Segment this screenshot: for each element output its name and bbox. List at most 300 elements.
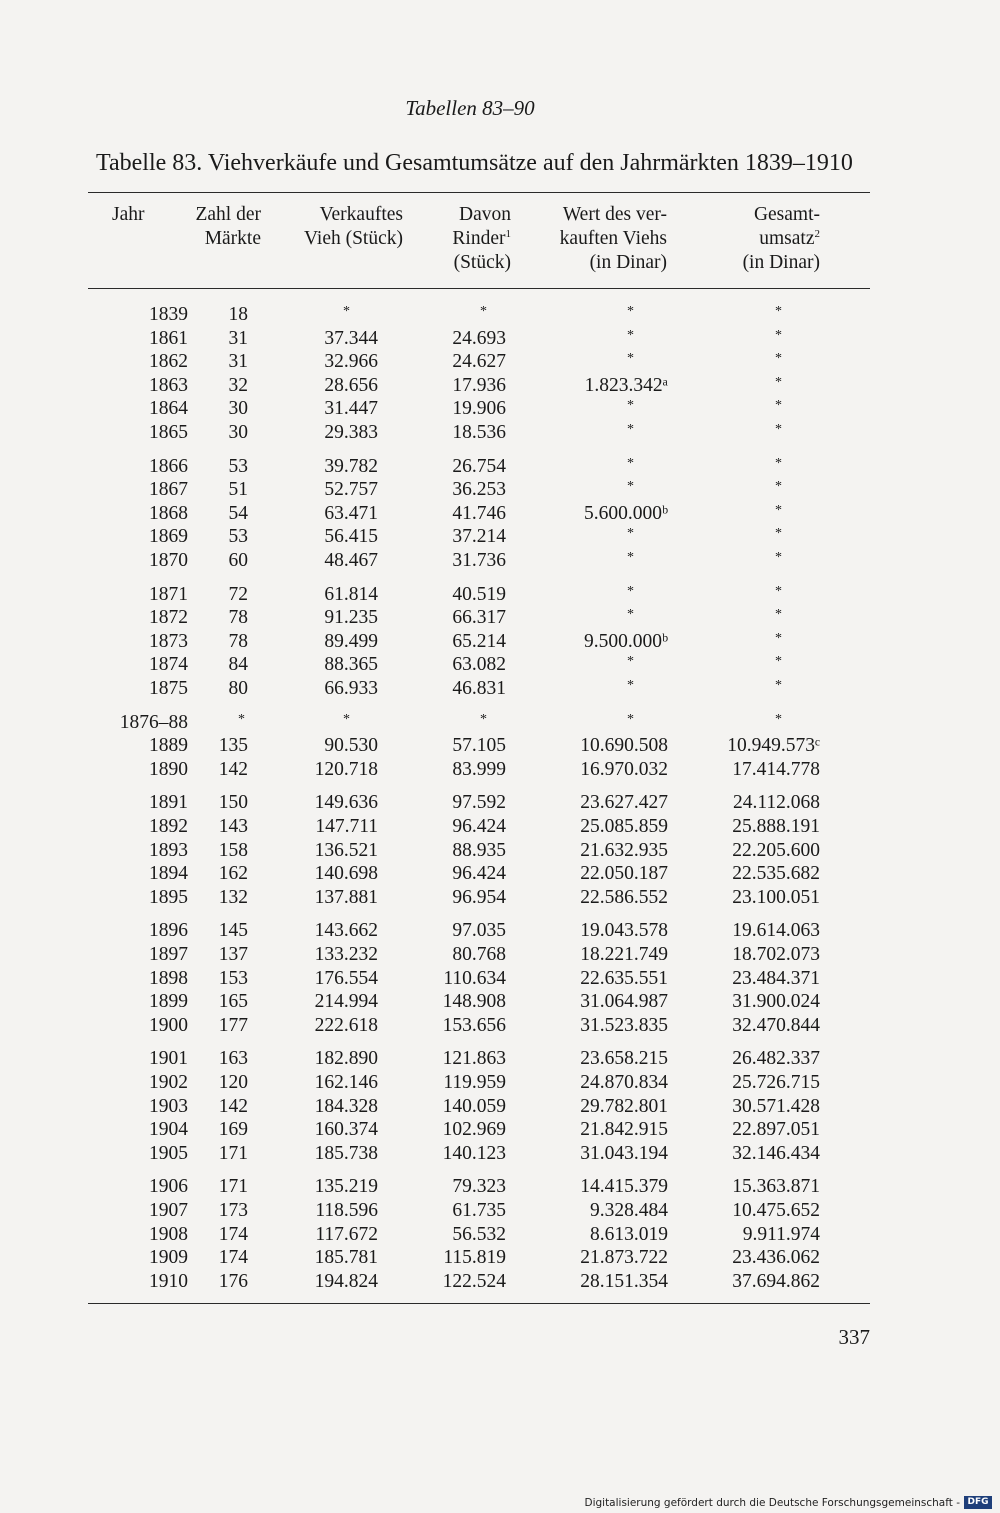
- cell-rinder: 119.959: [443, 1072, 506, 1093]
- cell-wert: 22.635.551: [580, 968, 668, 989]
- table-row: [0, 398, 1000, 422]
- cell-vieh: 56.415: [324, 526, 378, 547]
- table-row: [0, 1096, 1000, 1120]
- cell-jahr: 1870: [149, 550, 188, 571]
- cell-jahr: 1904: [149, 1119, 188, 1140]
- cell-rinder: 26.754: [452, 456, 506, 477]
- cell-gesamt: 23.484.371: [732, 968, 820, 989]
- cell-jahr: 1875: [149, 678, 188, 699]
- cell-vieh: 133.232: [314, 944, 378, 965]
- table-row: [0, 375, 1000, 399]
- table-row: [0, 712, 1000, 736]
- cell-vieh: 32.966: [324, 351, 378, 372]
- cell-zahl: 171: [218, 1176, 248, 1197]
- cell-zahl: 135: [218, 735, 248, 756]
- cell-rinder: 65.214: [452, 631, 506, 652]
- table-row: [0, 863, 1000, 887]
- cell-wert: *: [627, 550, 634, 565]
- table-row: [0, 735, 1000, 759]
- cell-wert: 10.690.508: [580, 735, 668, 756]
- header-line: Märkte: [204, 228, 261, 249]
- cell-gesamt: 32.146.434: [732, 1143, 820, 1164]
- cell-gesamt: *: [775, 678, 782, 693]
- cell-wert: 23.658.215: [580, 1048, 668, 1069]
- table-row: [0, 920, 1000, 944]
- cell-wert: 25.085.859: [580, 816, 668, 837]
- table-row: [0, 840, 1000, 864]
- cell-wert: *: [627, 398, 634, 413]
- cell-gesamt: *: [775, 526, 782, 541]
- cell-vieh: 88.365: [324, 654, 378, 675]
- cell-vieh: 182.890: [314, 1048, 378, 1069]
- cell-wert: 31.523.835: [580, 1015, 668, 1036]
- table-row: [0, 526, 1000, 550]
- cell-vieh: 61.814: [324, 584, 378, 605]
- table-row: [0, 351, 1000, 375]
- table-row: [0, 304, 1000, 328]
- table-row: [0, 792, 1000, 816]
- cell-zahl: 78: [228, 631, 248, 652]
- cell-jahr: 1871: [149, 584, 188, 605]
- cell-wert: 22.050.187: [580, 863, 668, 884]
- cell-rinder: 19.906: [452, 398, 506, 419]
- cell-wert: 18.221.749: [580, 944, 668, 965]
- cell-gesamt: 25.726.715: [732, 1072, 820, 1093]
- cell-rinder: 122.524: [442, 1271, 506, 1292]
- header-line: Zahl der: [195, 204, 261, 225]
- cell-wert: *: [627, 479, 634, 494]
- cell-jahr: 1862: [149, 351, 188, 372]
- cell-rinder: 121.863: [442, 1048, 506, 1069]
- header-text: umsatz: [759, 228, 815, 249]
- cell-vieh: 90.530: [324, 735, 378, 756]
- cell-rinder: *: [480, 712, 487, 727]
- cell-jahr: 1902: [149, 1072, 188, 1093]
- cell-vieh: 222.618: [314, 1015, 378, 1036]
- cell-vieh: 31.447: [324, 398, 378, 419]
- cell-wert: *: [627, 422, 634, 437]
- header-line: [452, 227, 511, 251]
- cell-jahr: 1865: [149, 422, 188, 443]
- cell-jahr: 1899: [149, 991, 188, 1012]
- header-zahl-der-maerkte: [195, 203, 261, 251]
- header-line: [743, 227, 820, 251]
- header-line: Gesamt-: [753, 204, 820, 225]
- cell-rinder: 148.908: [442, 991, 506, 1012]
- cell-jahr: 1909: [149, 1247, 188, 1268]
- page-number: 337: [838, 1325, 870, 1349]
- cell-vieh: 185.781: [314, 1247, 378, 1268]
- cell-vieh: 89.499: [324, 631, 378, 652]
- table-row: [0, 887, 1000, 911]
- table-row: [0, 1015, 1000, 1039]
- cell-vieh: 63.471: [324, 503, 378, 524]
- header-rule: [88, 288, 870, 289]
- cell-wert: 5.600.000ᵇ: [583, 503, 668, 524]
- cell-rinder: 66.317: [452, 607, 506, 628]
- cell-jahr: 1906: [149, 1176, 188, 1197]
- table-row: [0, 944, 1000, 968]
- cell-vieh: 214.994: [314, 991, 378, 1012]
- cell-gesamt: *: [775, 712, 782, 727]
- table-title: Tabelle 83. Viehverkäufe und Gesamtumsätze auf den Jahrmärkten 1839–1910: [96, 150, 853, 176]
- cell-rinder: 37.214: [452, 526, 506, 547]
- header-verkauftes-vieh: [304, 203, 403, 251]
- cell-jahr: 1903: [149, 1096, 188, 1117]
- header-line: Jahr: [112, 204, 145, 225]
- cell-zahl: 84: [228, 654, 248, 675]
- cell-gesamt: 22.535.682: [732, 863, 820, 884]
- header-line: (in Dinar): [742, 252, 820, 273]
- cell-rinder: 88.935: [452, 840, 506, 861]
- cell-jahr: 1863: [149, 375, 188, 396]
- cell-jahr: 1891: [149, 792, 188, 813]
- cell-wert: 21.632.935: [580, 840, 668, 861]
- cell-zahl: 158: [218, 840, 248, 861]
- cell-jahr: 1893: [149, 840, 188, 861]
- running-head: Tabellen 83–90: [405, 96, 535, 120]
- cell-zahl: 54: [228, 503, 248, 524]
- cell-zahl: *: [238, 712, 245, 727]
- cell-vieh: 120.718: [314, 759, 378, 780]
- cell-gesamt: *: [775, 654, 782, 669]
- table-row: [0, 654, 1000, 678]
- table-row: [0, 1072, 1000, 1096]
- cell-jahr: 1889: [149, 735, 188, 756]
- cell-vieh: 176.554: [314, 968, 378, 989]
- cell-gesamt: 17.414.778: [732, 759, 820, 780]
- cell-zahl: 143: [218, 816, 248, 837]
- cell-zahl: 174: [218, 1224, 248, 1245]
- cell-wert: *: [627, 304, 634, 319]
- cell-wert: 21.873.722: [580, 1247, 668, 1268]
- cell-jahr: 1890: [149, 759, 188, 780]
- cell-zahl: 163: [218, 1048, 248, 1069]
- cell-gesamt: *: [775, 503, 782, 518]
- cell-jahr: 1839: [149, 304, 188, 325]
- cell-gesamt: 37.694.862: [732, 1271, 820, 1292]
- table-row: [0, 422, 1000, 446]
- cell-gesamt: 30.571.428: [732, 1096, 820, 1117]
- cell-zahl: 137: [218, 944, 248, 965]
- cell-vieh: 149.636: [314, 792, 378, 813]
- table-row: [0, 1224, 1000, 1248]
- cell-gesamt: *: [775, 398, 782, 413]
- cell-gesamt: 25.888.191: [732, 816, 820, 837]
- cell-wert: 8.613.019: [590, 1224, 668, 1245]
- cell-gesamt: *: [775, 328, 782, 343]
- cell-zahl: 174: [218, 1247, 248, 1268]
- cell-wert: 9.328.484: [590, 1200, 668, 1221]
- cell-zahl: 177: [218, 1015, 248, 1036]
- cell-wert: 29.782.801: [580, 1096, 668, 1117]
- cell-gesamt: *: [775, 479, 782, 494]
- cell-wert: 16.970.032: [580, 759, 668, 780]
- footnote-marker: 2: [814, 228, 820, 240]
- cell-gesamt: 19.614.063: [732, 920, 820, 941]
- cell-zahl: 153: [218, 968, 248, 989]
- cell-rinder: 115.819: [443, 1247, 506, 1268]
- cell-rinder: 41.746: [452, 503, 506, 524]
- cell-vieh: *: [343, 304, 350, 319]
- table-row: [0, 328, 1000, 352]
- header-line: (Stück): [453, 252, 511, 273]
- cell-rinder: *: [480, 304, 487, 319]
- cell-zahl: 51: [228, 479, 248, 500]
- cell-gesamt: 31.900.024: [732, 991, 820, 1012]
- cell-vieh: 136.521: [314, 840, 378, 861]
- table-row: [0, 1271, 1000, 1295]
- cell-zahl: 145: [218, 920, 248, 941]
- cell-rinder: 56.532: [452, 1224, 506, 1245]
- cell-jahr: 1861: [149, 328, 188, 349]
- cell-gesamt: *: [775, 351, 782, 366]
- cell-zahl: 150: [218, 792, 248, 813]
- cell-rinder: 36.253: [452, 479, 506, 500]
- header-text: Rinder: [452, 228, 506, 249]
- cell-jahr: 1897: [149, 944, 188, 965]
- cell-gesamt: 15.363.871: [732, 1176, 820, 1197]
- table-row: [0, 816, 1000, 840]
- cell-vieh: 48.467: [324, 550, 378, 571]
- cell-vieh: 117.672: [315, 1224, 378, 1245]
- header-wert-des-viehs: [560, 203, 667, 275]
- cell-vieh: *: [343, 712, 350, 727]
- cell-rinder: 24.693: [452, 328, 506, 349]
- cell-gesamt: *: [775, 550, 782, 565]
- cell-jahr: 1896: [149, 920, 188, 941]
- cell-gesamt: *: [775, 422, 782, 437]
- cell-gesamt: 10.949.573ᶜ: [727, 735, 820, 756]
- cell-wert: *: [627, 712, 634, 727]
- cell-rinder: 96.424: [452, 863, 506, 884]
- cell-rinder: 97.592: [452, 792, 506, 813]
- cell-wert: 19.043.578: [580, 920, 668, 941]
- cell-wert: 31.043.194: [580, 1143, 668, 1164]
- cell-zahl: 32: [228, 375, 248, 396]
- cell-wert: 23.627.427: [580, 792, 668, 813]
- header-line: Vieh (Stück): [303, 228, 403, 249]
- cell-zahl: 173: [218, 1200, 248, 1221]
- cell-gesamt: *: [775, 375, 782, 390]
- cell-wert: *: [627, 351, 634, 366]
- table-row: [0, 759, 1000, 783]
- cell-wert: *: [627, 456, 634, 471]
- cell-rinder: 40.519: [452, 584, 506, 605]
- table-row: [0, 503, 1000, 527]
- cell-gesamt: *: [775, 584, 782, 599]
- cell-zahl: 18: [228, 304, 248, 325]
- cell-jahr: 1876–88: [119, 712, 188, 733]
- cell-wert: *: [627, 678, 634, 693]
- cell-rinder: 24.627: [452, 351, 506, 372]
- table-row: [0, 1119, 1000, 1143]
- cell-wert: 22.586.552: [580, 887, 668, 908]
- cell-zahl: 80: [228, 678, 248, 699]
- cell-jahr: 1868: [149, 503, 188, 524]
- cell-wert: 24.870.834: [580, 1072, 668, 1093]
- cell-rinder: 57.105: [452, 735, 506, 756]
- table-row: [0, 1048, 1000, 1072]
- cell-gesamt: 23.436.062: [732, 1247, 820, 1268]
- cell-rinder: 140.059: [442, 1096, 506, 1117]
- cell-zahl: 132: [218, 887, 248, 908]
- cell-rinder: 140.123: [442, 1143, 506, 1164]
- cell-wert: *: [627, 607, 634, 622]
- table-row: [0, 968, 1000, 992]
- cell-jahr: 1908: [149, 1224, 188, 1245]
- cell-zahl: 142: [218, 759, 248, 780]
- digitization-footer: Digitalisierung gefördert durch die Deutsche Forschungsgemeinschaft -: [584, 1497, 960, 1509]
- cell-vieh: 140.698: [314, 863, 378, 884]
- cell-rinder: 31.736: [452, 550, 506, 571]
- table-row: [0, 678, 1000, 702]
- cell-vieh: 91.235: [324, 607, 378, 628]
- cell-vieh: 160.374: [314, 1119, 378, 1140]
- cell-gesamt: 24.112.068: [732, 792, 820, 813]
- top-rule: [88, 192, 870, 193]
- cell-jahr: 1898: [149, 968, 188, 989]
- cell-zahl: 60: [228, 550, 248, 571]
- cell-jahr: 1869: [149, 526, 188, 547]
- cell-vieh: 194.824: [314, 1271, 378, 1292]
- cell-rinder: 96.954: [452, 887, 506, 908]
- cell-vieh: 66.933: [324, 678, 378, 699]
- cell-wert: *: [627, 328, 634, 343]
- cell-wert: 14.415.379: [580, 1176, 668, 1197]
- cell-vieh: 29.383: [324, 422, 378, 443]
- cell-rinder: 102.969: [442, 1119, 506, 1140]
- cell-jahr: 1866: [149, 456, 188, 477]
- cell-zahl: 171: [218, 1143, 248, 1164]
- cell-vieh: 143.662: [314, 920, 378, 941]
- table-row: [0, 991, 1000, 1015]
- cell-jahr: 1892: [149, 816, 188, 837]
- cell-rinder: 63.082: [452, 654, 506, 675]
- cell-rinder: 83.999: [452, 759, 506, 780]
- header-line: (in Dinar): [589, 252, 667, 273]
- table-row: [0, 584, 1000, 608]
- header-line: kauften Viehs: [559, 228, 667, 249]
- table-row: [0, 631, 1000, 655]
- header-davon-rinder: [452, 203, 511, 275]
- cell-zahl: 162: [218, 863, 248, 884]
- cell-vieh: 184.328: [314, 1096, 378, 1117]
- table-row: [0, 1176, 1000, 1200]
- cell-gesamt: *: [775, 631, 782, 646]
- cell-gesamt: 26.482.337: [732, 1048, 820, 1069]
- cell-zahl: 53: [228, 456, 248, 477]
- cell-gesamt: 32.470.844: [732, 1015, 820, 1036]
- cell-wert: *: [627, 654, 634, 669]
- cell-zahl: 30: [228, 422, 248, 443]
- table-row: [0, 456, 1000, 480]
- cell-gesamt: *: [775, 607, 782, 622]
- cell-rinder: 18.536: [452, 422, 506, 443]
- cell-jahr: 1905: [149, 1143, 188, 1164]
- cell-zahl: 31: [228, 351, 248, 372]
- header-jahr: [112, 203, 145, 227]
- cell-zahl: 53: [228, 526, 248, 547]
- cell-vieh: 37.344: [324, 328, 378, 349]
- bottom-rule: [88, 1303, 870, 1304]
- cell-zahl: 120: [218, 1072, 248, 1093]
- dfg-logo: DFG: [964, 1496, 992, 1509]
- table-row: [0, 1247, 1000, 1271]
- table-row: [0, 1143, 1000, 1167]
- cell-vieh: 28.656: [324, 375, 378, 396]
- cell-zahl: 31: [228, 328, 248, 349]
- cell-wert: *: [627, 526, 634, 541]
- cell-jahr: 1873: [149, 631, 188, 652]
- cell-jahr: 1867: [149, 479, 188, 500]
- cell-wert: 28.151.354: [580, 1271, 668, 1292]
- cell-rinder: 61.735: [452, 1200, 506, 1221]
- cell-zahl: 30: [228, 398, 248, 419]
- cell-rinder: 80.768: [452, 944, 506, 965]
- cell-gesamt: 18.702.073: [732, 944, 820, 965]
- cell-vieh: 135.219: [314, 1176, 378, 1197]
- cell-vieh: 137.881: [314, 887, 378, 908]
- cell-wert: 21.842.915: [580, 1119, 668, 1140]
- cell-gesamt: 22.205.600: [732, 840, 820, 861]
- cell-vieh: 52.757: [324, 479, 378, 500]
- cell-jahr: 1901: [149, 1048, 188, 1069]
- cell-zahl: 78: [228, 607, 248, 628]
- cell-wert: 1.823.342ᵃ: [584, 375, 668, 396]
- cell-zahl: 176: [218, 1271, 248, 1292]
- cell-gesamt: 23.100.051: [732, 887, 820, 908]
- cell-zahl: 142: [218, 1096, 248, 1117]
- cell-jahr: 1895: [149, 887, 188, 908]
- table-row: [0, 607, 1000, 631]
- cell-jahr: 1864: [149, 398, 188, 419]
- cell-gesamt: 10.475.652: [732, 1200, 820, 1221]
- cell-vieh: 39.782: [324, 456, 378, 477]
- cell-jahr: 1872: [149, 607, 188, 628]
- cell-wert: *: [627, 584, 634, 599]
- cell-rinder: 97.035: [452, 920, 506, 941]
- cell-gesamt: 9.911.974: [742, 1224, 820, 1245]
- header-line: Wert des ver-: [562, 204, 667, 225]
- cell-rinder: 46.831: [452, 678, 506, 699]
- cell-rinder: 17.936: [452, 375, 506, 396]
- cell-jahr: 1900: [149, 1015, 188, 1036]
- table-row: [0, 479, 1000, 503]
- cell-vieh: 162.146: [314, 1072, 378, 1093]
- cell-zahl: 72: [228, 584, 248, 605]
- cell-vieh: 185.738: [314, 1143, 378, 1164]
- cell-rinder: 153.656: [442, 1015, 506, 1036]
- header-gesamtumsatz: [743, 203, 820, 275]
- cell-wert: 9.500.000ᵇ: [583, 631, 668, 652]
- cell-jahr: 1907: [149, 1200, 188, 1221]
- cell-vieh: 118.596: [315, 1200, 378, 1221]
- cell-jahr: 1910: [149, 1271, 188, 1292]
- header-line: Verkauftes: [319, 204, 403, 225]
- cell-wert: 31.064.987: [580, 991, 668, 1012]
- cell-rinder: 79.323: [452, 1176, 506, 1197]
- cell-vieh: 147.711: [315, 816, 378, 837]
- cell-zahl: 165: [218, 991, 248, 1012]
- table-row: [0, 1200, 1000, 1224]
- cell-zahl: 169: [218, 1119, 248, 1140]
- cell-jahr: 1894: [149, 863, 188, 884]
- cell-rinder: 96.424: [452, 816, 506, 837]
- cell-rinder: 110.634: [443, 968, 506, 989]
- cell-gesamt: 22.897.051: [732, 1119, 820, 1140]
- header-line: Davon: [459, 204, 511, 225]
